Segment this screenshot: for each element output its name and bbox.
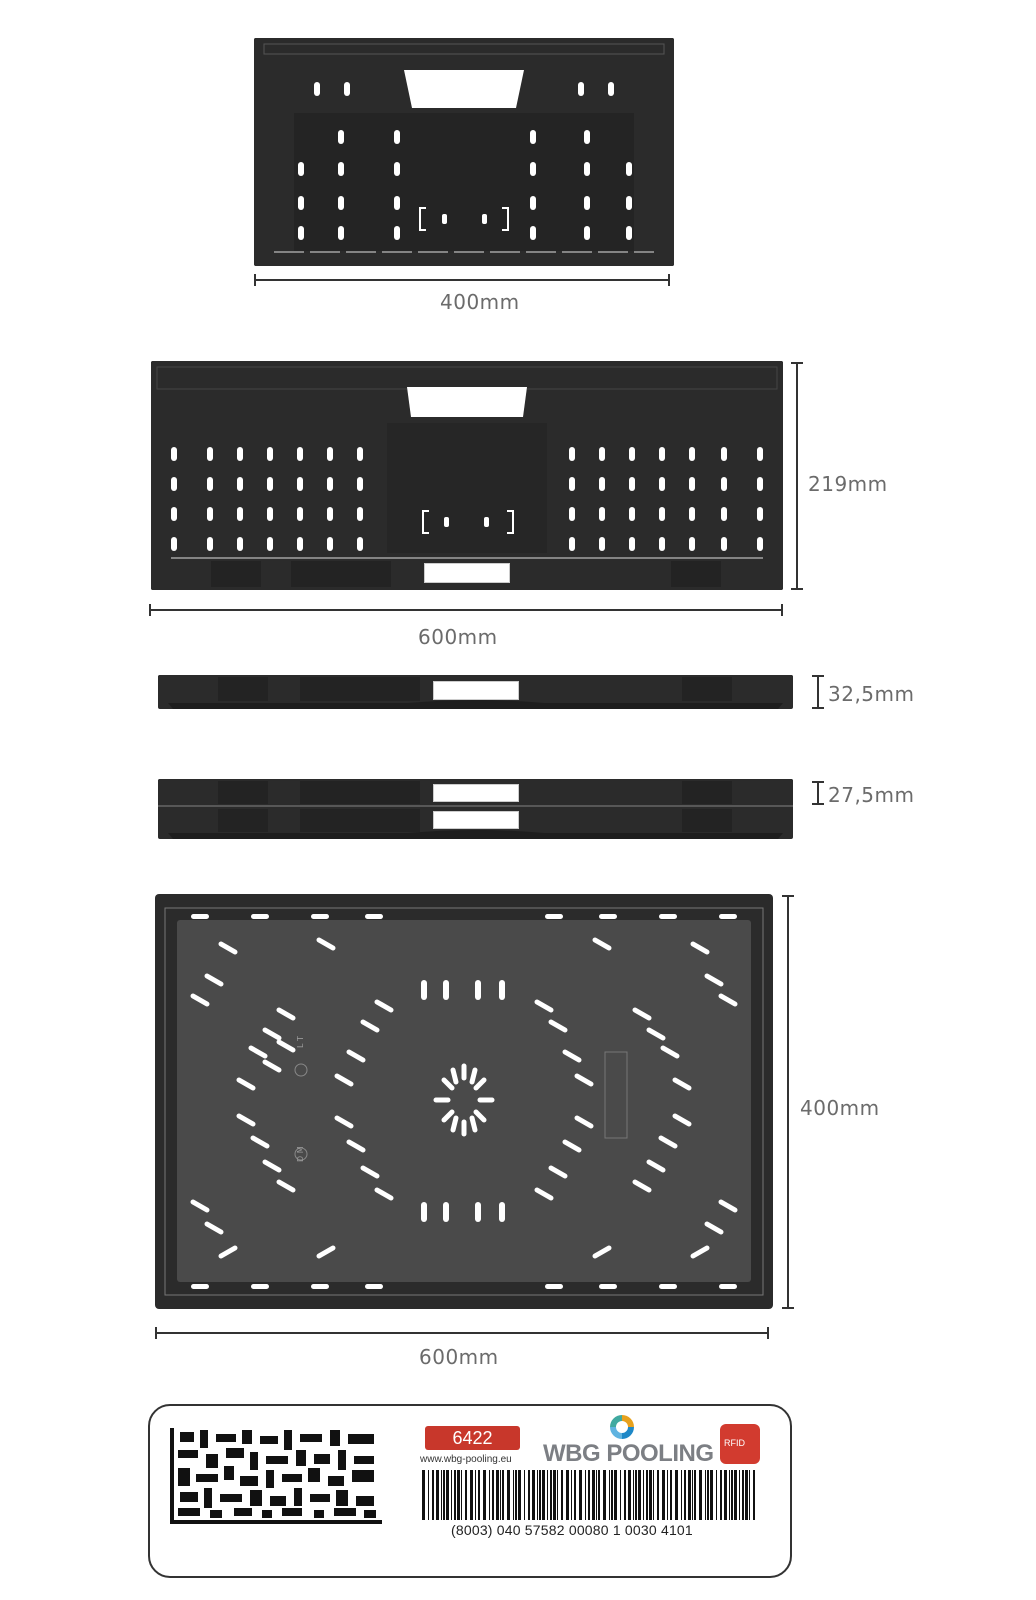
crate-label-folded <box>433 681 519 700</box>
dimension-tick <box>812 675 824 677</box>
barcode-bar <box>598 1470 600 1520</box>
barcode-bar <box>585 1470 586 1520</box>
barcode-bar <box>515 1470 517 1520</box>
barcode-bar <box>614 1470 617 1520</box>
dimension-label-top-width: 400mm <box>440 290 520 314</box>
barcode-bar <box>483 1470 486 1520</box>
dimension-tick <box>782 1307 794 1309</box>
barcode-bar <box>742 1470 744 1520</box>
barcode-bar <box>574 1470 576 1520</box>
crate-long-side-graphic <box>151 361 783 590</box>
base-marking-dm: D M <box>296 1146 305 1162</box>
barcode-bar <box>507 1470 510 1520</box>
barcode-bar <box>749 1470 750 1520</box>
dimension-tick <box>781 604 783 616</box>
barcode-bar <box>441 1470 442 1520</box>
dimension-tick <box>254 274 256 286</box>
dimension-tick <box>791 362 803 364</box>
crate-short-side-graphic <box>254 38 674 266</box>
barcode-bar <box>561 1470 563 1520</box>
barcode-bar <box>492 1470 494 1520</box>
barcode-bar <box>592 1470 595 1520</box>
barcode-bar <box>729 1470 730 1520</box>
barcode-bar <box>475 1470 476 1520</box>
barcode-bar <box>518 1470 521 1520</box>
barcode-bar <box>603 1470 606 1520</box>
dimension-tick <box>155 1327 157 1339</box>
dimension-line-stack-pitch <box>817 781 819 805</box>
crate-base-view <box>155 894 773 1309</box>
barcode-bar <box>566 1470 569 1520</box>
dimension-line-front-width <box>149 609 783 611</box>
barcode-bar <box>547 1470 548 1520</box>
barcode-bar <box>657 1470 659 1520</box>
barcode-bar <box>692 1470 693 1520</box>
dimension-label-front-width: 600mm <box>418 625 498 649</box>
dimension-tick <box>668 274 670 286</box>
barcode-bar <box>443 1470 445 1520</box>
barcode-bar <box>513 1470 514 1520</box>
barcode-bar <box>489 1470 490 1520</box>
dimension-tick <box>767 1327 769 1339</box>
brand-name: WBG POOLING <box>543 1440 714 1467</box>
dimension-tick <box>812 803 824 805</box>
barcode-bar <box>422 1470 425 1520</box>
barcode-bar <box>681 1470 682 1520</box>
barcode-bar <box>611 1470 613 1520</box>
dimension-line-front-height <box>796 362 798 590</box>
barcode-bar <box>461 1470 462 1520</box>
barcode-bar <box>557 1470 558 1520</box>
barcode-bar <box>628 1470 631 1520</box>
barcode-bar <box>633 1470 634 1520</box>
barcode-bar <box>675 1470 678 1520</box>
barcode-bar <box>635 1470 637 1520</box>
barcode-bar <box>502 1470 504 1520</box>
barcode-bar <box>707 1470 709 1520</box>
barcode-bar <box>699 1470 702 1520</box>
dimension-label-front-height: 219mm <box>808 472 888 496</box>
barcode-number: (8003) 040 57582 00080 1 0030 4101 <box>451 1522 693 1538</box>
website-text: www.wbg-pooling.eu <box>420 1454 512 1465</box>
barcode-bar <box>739 1470 740 1520</box>
dimension-label-stack-pitch: 27,5mm <box>828 783 915 807</box>
barcode-bar <box>609 1470 610 1520</box>
barcode-bar <box>539 1470 541 1520</box>
barcode-bar <box>588 1470 590 1520</box>
dimension-tick <box>149 604 151 616</box>
crate-label-stacked-lower <box>433 811 519 829</box>
barcode-bar <box>454 1470 456 1520</box>
barcode-bar <box>550 1470 552 1520</box>
barcode-bar <box>667 1470 668 1520</box>
dimension-label-base-width: 600mm <box>419 1345 499 1369</box>
dimension-tick <box>812 707 824 709</box>
barcode-bar <box>537 1470 538 1520</box>
barcode-bar <box>638 1470 641 1520</box>
barcode-bar <box>688 1470 691 1520</box>
barcode-bar <box>436 1470 439 1520</box>
crate-number-badge: 6422 <box>425 1426 520 1450</box>
barcode-bar <box>432 1470 434 1520</box>
rfid-text: RFID <box>724 1438 745 1448</box>
barcode-bar <box>734 1470 737 1520</box>
barcode-bar <box>542 1470 545 1520</box>
barcode-bar <box>470 1470 473 1520</box>
crate-base-graphic <box>155 894 773 1309</box>
barcode-bar <box>620 1470 621 1520</box>
base-marking-lt: L T <box>296 1036 305 1048</box>
barcode-bar <box>465 1470 467 1520</box>
wbg-logo-graphic <box>607 1412 637 1442</box>
barcode-bar <box>694 1470 696 1520</box>
rfid-icon <box>720 1424 760 1464</box>
barcode-bar <box>478 1470 480 1520</box>
barcode-bar <box>724 1470 727 1520</box>
barcode-bar <box>451 1470 452 1520</box>
barcode-bar <box>646 1470 648 1520</box>
barcode-bar <box>500 1470 501 1520</box>
barcode-bar <box>496 1470 499 1520</box>
dimension-tick <box>812 781 824 783</box>
barcode-bar <box>684 1470 686 1520</box>
dimension-label-base-depth: 400mm <box>800 1096 880 1120</box>
crate-long-side-view <box>151 361 783 590</box>
barcode-bar <box>653 1470 654 1520</box>
barcode-bar <box>710 1470 713 1520</box>
dimension-line-folded-height <box>817 675 819 709</box>
barcode <box>422 1470 762 1520</box>
barcode-bar <box>596 1470 597 1520</box>
barcode-bar <box>716 1470 717 1520</box>
wbg-logo-icon <box>607 1412 637 1442</box>
barcode-bar <box>428 1470 429 1520</box>
dimension-line-base-width <box>155 1332 769 1334</box>
barcode-bar <box>649 1470 652 1520</box>
barcode-graphic <box>422 1470 762 1520</box>
barcode-bar <box>705 1470 706 1520</box>
dimension-tick <box>782 895 794 897</box>
barcode-bar <box>579 1470 582 1520</box>
barcode-bar <box>446 1470 449 1520</box>
datamatrix-graphic <box>170 1428 382 1524</box>
datamatrix-code <box>170 1428 382 1524</box>
barcode-bar <box>753 1470 755 1520</box>
barcode-bar <box>553 1470 556 1520</box>
crate-label-stacked-upper <box>433 784 519 802</box>
crate-label-front <box>424 563 510 583</box>
barcode-bar <box>670 1470 672 1520</box>
dimension-tick <box>791 588 803 590</box>
barcode-bar <box>624 1470 626 1520</box>
barcode-bar <box>731 1470 733 1520</box>
barcode-bar <box>528 1470 530 1520</box>
barcode-bar <box>662 1470 665 1520</box>
barcode-bar <box>745 1470 748 1520</box>
dimension-line-base-depth <box>787 895 789 1309</box>
barcode-bar <box>524 1470 525 1520</box>
barcode-bar <box>720 1470 722 1520</box>
barcode-bar <box>571 1470 572 1520</box>
crate-short-side-view <box>254 38 674 266</box>
dimension-label-folded-height: 32,5mm <box>828 682 915 706</box>
barcode-bar <box>457 1470 460 1520</box>
dimension-line-top-width <box>254 279 670 281</box>
barcode-bar <box>532 1470 535 1520</box>
barcode-bar <box>643 1470 644 1520</box>
